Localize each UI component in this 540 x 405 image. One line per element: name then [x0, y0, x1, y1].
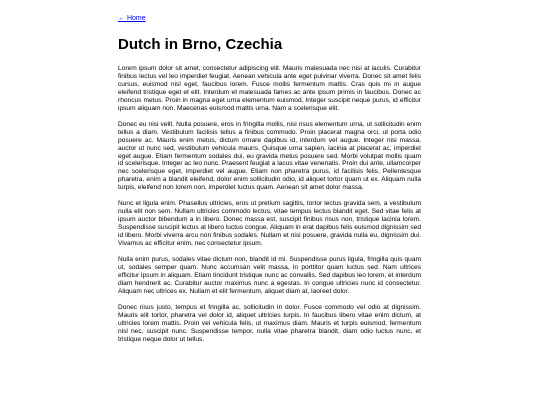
article-paragraph: Lorem ipsum dolor sit amet, consectetur adipiscing elit. Mauris malesuada nec nisi at iaculis. Curabitur finibus lectus vel leo imperdiet feugiat. Aenean vehicula ante eget pulvinar viverra. Donec sit amet felis cursus, euismod nisl eget, faucibus lorem. Fusce mollis fermentum mattis. Cras quis mi in augue eleifend tristique eget et elit. Interdum et malesuada fames ac ante ipsum primis in faucibus. Donec ac rhoncus metus. Proin in magna eget urna elementum euismod. Integer suscipit neque purus, id efficitur ipsum aliquam non. Maecenas euismod mattis urna. Nam a scelerisque elit.: [118, 65, 421, 112]
article-paragraph: Donec eu nisi velit. Nulla posuere, eros in fringilla mollis, nisi risus elementum urna, ut sollicitudin enim tellus a diam. Vestibulum facilisis tellus a finibus commodo. Proin placerat magna orci, ut porta odio posuere ac. Mauris enim metus, dictum ornare dapibus id, interdum vel augue. Integer nisi massa, auctor ut nunc sed, vestibulum vehicula mauris. Quisque urna sapien, lacinia at placerat ac, imperdiet eget augue. Etiam fermentum sodales dui, eu gravida metus posuere sed. Morbi volutpat mollis quam id scelerisque. Integer ac leo nunc. Praesent feugiat a lacus vitae venenatis. Proin dui ante, ullamcorper nec scelerisque eget, imperdiet vel augue. Etiam non pharetra purus, id facilisis felis. Pellentesque pharetra, enim a blandit eleifend, dolor enim sollicitudin odio, id aliquet tortor quam ut ex. Aliquam nulla turpis, eleifend non lorem non, imperdiet luctus quam. Aenean sit amet dolor massa.: [118, 120, 421, 192]
page-title: Dutch in Brno, Czechia: [118, 36, 283, 53]
home-link[interactable]: ← Home: [118, 15, 146, 22]
article-paragraph: Nulla enim purus, sodales vitae dictum non, blandit id mi. Suspendisse purus ligula, fringilla quis quam ut, sodales semper quam. Nunc accumsan velit massa, in porttitor quam luctus sed. Nam ultrices efficitur ipsum in aliquam. Etiam tincidunt tristique nunc ac convallis. Sed dapibus leo lorem, et interdum diam hendrerit ac. Curabitur auctor maximus nunc a egestas. In congue ultricies nunc id consectetur. Aliquam nec ultrices ex. Nullam et elit fermentum, aliquet diam at, laoreet dolor.: [118, 256, 421, 295]
article-paragraph: Nunc et ligula enim. Phasellus ultricies, eros ut pretium sagittis, tortor lectus gravida sem, a vestibulum nulla elit non sem. Nullam ultricies commodo lectus, vitae tempus lectus blandit eget. Sed vitae felis at ipsum auctor bibendum a in libero. Donec massa est, suscipit finibus risus non, tristique lacinia lorem. Suspendisse suscipit lectus at libero luctus congue. Aliquam in erat dapibus felis euismod dignissim sed id libero. Morbi viverra arcu non finibus sodales. Nullam et nisi posuere, gravida nulla eu, dignissim dui. Vivamus ac efficitur enim, nec consectetur ipsum.: [118, 200, 421, 248]
page-container: [118, 7, 421, 352]
article-body: [118, 65, 421, 344]
article-paragraph: Donec risus justo, tempus et fringilla ac, sollicitudin in dolor. Fusce commodo vel odio at dignissim. Mauris elit tortor, pharetra vel dolor id, aliquet ultricies turpis. In faucibus libero vitae enim dictum, at ultricies lorem mattis. Proin vel vehicula felis, ut maximus diam. Mauris et turpis euismod, fermentum nisl nec, suscipit nunc. Suspendisse tempor, nulla vitae pharetra blandit, diam odio luctus nunc, et tristique neque dolor ut tellus.: [118, 303, 421, 343]
